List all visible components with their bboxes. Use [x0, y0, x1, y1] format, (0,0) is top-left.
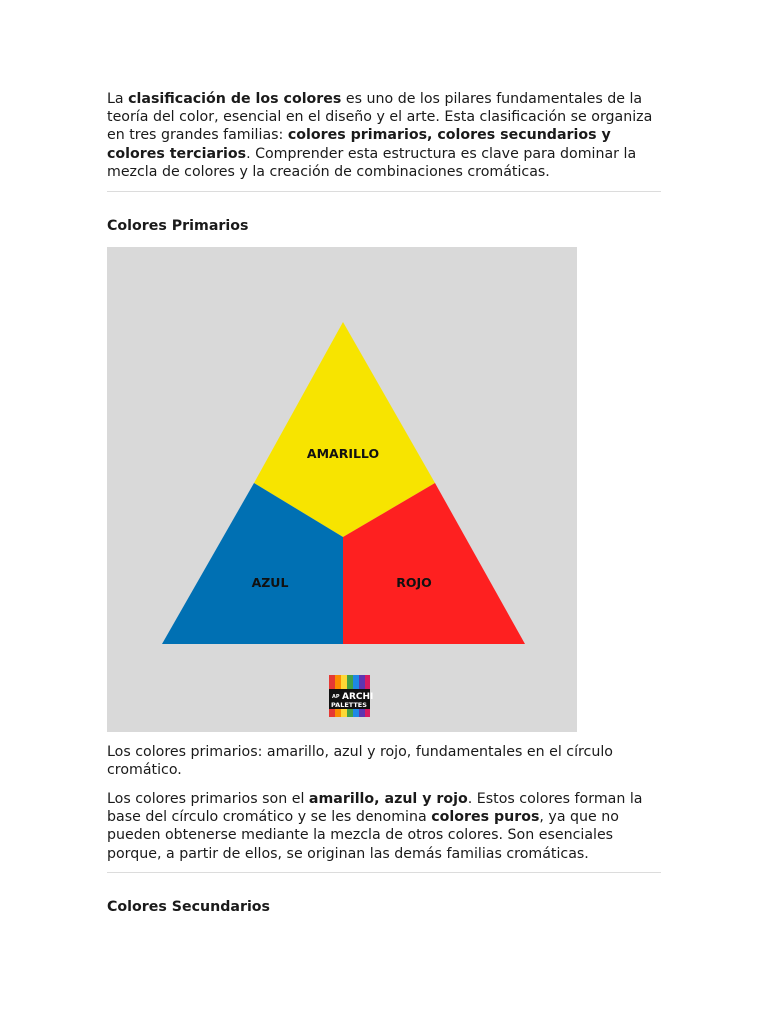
primary-text-3: , ya que no pueden obtenerse mediante la mezcla de otros colores. Son esenciales porque, a partir de ellos, se originan las demás familias cromáticas.	[107, 809, 619, 862]
primary-bold-2: colores puros	[431, 809, 540, 826]
primary-body-paragraph	[107, 790, 667, 863]
label-amarillo: AMARILLO	[306, 446, 380, 461]
primary-text-2: . Estos colores forman la base del círculo cromático y se les denomina	[107, 791, 643, 826]
archipalettes-logo	[329, 675, 373, 717]
intro-text-3: . Comprender esta estructura es clave para dominar la mezcla de colores y la creación de combinaciones cromáticas.	[107, 145, 637, 180]
intro-paragraph	[107, 90, 667, 181]
primary-bold-1: amarillo, azul y rojo	[308, 791, 468, 807]
primary-triangle-diagram	[107, 247, 577, 732]
intro-bold-1: clasificación de los colores	[128, 91, 342, 107]
logo-line-1: ARCHI	[342, 692, 374, 702]
primary-colors-figure	[107, 247, 577, 732]
section-heading-primary: Colores Primarios	[107, 218, 249, 234]
divider-2	[107, 872, 661, 873]
section-heading-secondary: Colores Secundarios	[107, 899, 271, 915]
divider-1	[107, 191, 661, 192]
logo-line-2: PALETTES	[331, 701, 367, 709]
intro-text-1: La	[107, 91, 129, 107]
figure-caption: Los colores primarios: amarillo, azul y rojo, fundamentales en el círculo cromático.	[107, 744, 613, 779]
intro-bold-2: colores primarios, colores secundarios y colores terciarios	[107, 127, 611, 162]
logo-prefix: AP	[332, 694, 340, 700]
primary-text-1: Los colores primarios son el	[107, 791, 309, 807]
label-rojo: ROJO	[396, 575, 432, 590]
intro-text-2: es uno de los pilares fundamentales de la teoría del color, esencial en el diseño y el arte. Esta clasificación se organiza en tres grandes familias:	[107, 91, 653, 144]
label-azul: AZUL	[251, 575, 289, 590]
